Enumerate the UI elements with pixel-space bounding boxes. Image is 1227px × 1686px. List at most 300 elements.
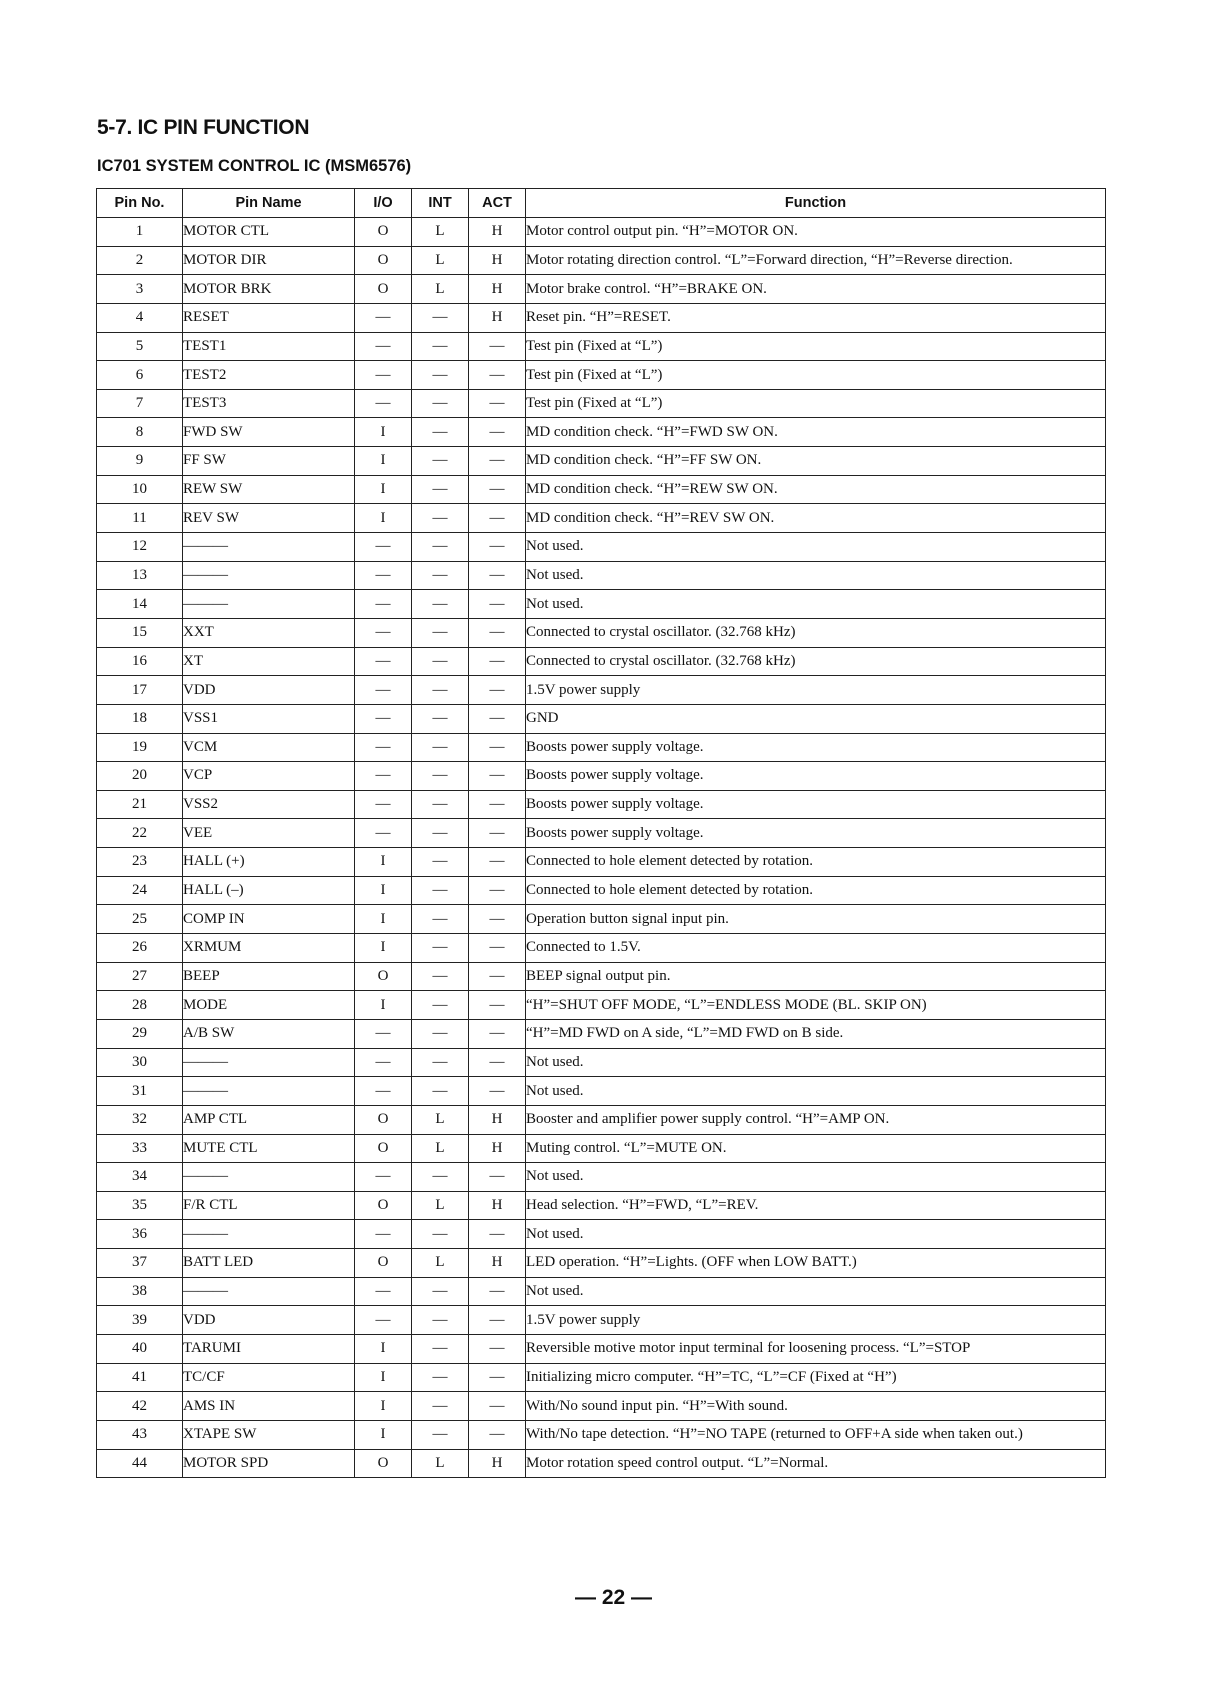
- io-cell: I: [355, 876, 412, 905]
- act-cell: —: [469, 1334, 526, 1363]
- int-cell: L: [412, 246, 469, 275]
- act-cell: —: [469, 1392, 526, 1421]
- pin-number-cell: 31: [97, 1077, 183, 1106]
- int-cell: —: [412, 1334, 469, 1363]
- function-cell: Connected to crystal oscillator. (32.768 kHz): [526, 618, 1106, 647]
- pin-number-cell: 16: [97, 647, 183, 676]
- table-row: [97, 475, 1106, 504]
- io-cell: —: [355, 1306, 412, 1335]
- act-cell: —: [469, 1220, 526, 1249]
- function-cell: BEEP signal output pin.: [526, 962, 1106, 991]
- function-cell: Test pin (Fixed at “L”): [526, 332, 1106, 361]
- table-row: [97, 1277, 1106, 1306]
- io-cell: —: [355, 561, 412, 590]
- pin-name-cell: TARUMI: [183, 1334, 355, 1363]
- table-row: [97, 819, 1106, 848]
- pin-number-cell: 18: [97, 704, 183, 733]
- pin-name-cell: XXT: [183, 618, 355, 647]
- act-cell: H: [469, 1105, 526, 1134]
- table-row: [97, 1449, 1106, 1478]
- pin-name-cell: HALL (–): [183, 876, 355, 905]
- int-cell: —: [412, 790, 469, 819]
- act-cell: —: [469, 876, 526, 905]
- table-row: [97, 561, 1106, 590]
- pin-name-cell: ———: [183, 561, 355, 590]
- col-header-act: ACT: [469, 189, 526, 218]
- int-cell: L: [412, 1134, 469, 1163]
- pin-name-cell: ———: [183, 1277, 355, 1306]
- pin-number-cell: 28: [97, 991, 183, 1020]
- io-cell: —: [355, 1019, 412, 1048]
- pin-number-cell: 43: [97, 1420, 183, 1449]
- act-cell: —: [469, 618, 526, 647]
- pin-number-cell: 19: [97, 733, 183, 762]
- io-cell: —: [355, 819, 412, 848]
- table-row: [97, 1048, 1106, 1077]
- function-cell: Booster and amplifier power supply control. “H”=AMP ON.: [526, 1105, 1106, 1134]
- act-cell: —: [469, 905, 526, 934]
- io-cell: I: [355, 1392, 412, 1421]
- table-row: [97, 1019, 1106, 1048]
- function-cell: Head selection. “H”=FWD, “L”=REV.: [526, 1191, 1106, 1220]
- int-cell: —: [412, 876, 469, 905]
- table-row: [97, 1363, 1106, 1392]
- pin-number-cell: 17: [97, 676, 183, 705]
- io-cell: —: [355, 790, 412, 819]
- pin-number-cell: 24: [97, 876, 183, 905]
- pin-number-cell: 29: [97, 1019, 183, 1048]
- pin-name-cell: TEST2: [183, 361, 355, 390]
- pin-number-cell: 14: [97, 590, 183, 619]
- pin-name-cell: REV SW: [183, 504, 355, 533]
- act-cell: H: [469, 1134, 526, 1163]
- pin-name-cell: BEEP: [183, 962, 355, 991]
- io-cell: —: [355, 389, 412, 418]
- io-cell: O: [355, 246, 412, 275]
- table-row: [97, 275, 1106, 304]
- pin-number-cell: 25: [97, 905, 183, 934]
- function-cell: Reversible motive motor input terminal for loosening process. “L”=STOP: [526, 1334, 1106, 1363]
- act-cell: —: [469, 733, 526, 762]
- int-cell: —: [412, 676, 469, 705]
- table-row: [97, 647, 1106, 676]
- function-cell: GND: [526, 704, 1106, 733]
- table-row: [97, 618, 1106, 647]
- act-cell: —: [469, 676, 526, 705]
- int-cell: —: [412, 1363, 469, 1392]
- table-row: [97, 1334, 1106, 1363]
- io-cell: —: [355, 1077, 412, 1106]
- act-cell: —: [469, 361, 526, 390]
- int-cell: —: [412, 504, 469, 533]
- pin-number-cell: 10: [97, 475, 183, 504]
- pin-number-cell: 21: [97, 790, 183, 819]
- function-cell: Muting control. “L”=MUTE ON.: [526, 1134, 1106, 1163]
- pin-number-cell: 12: [97, 533, 183, 562]
- act-cell: H: [469, 1191, 526, 1220]
- act-cell: H: [469, 218, 526, 247]
- table-row: [97, 1134, 1106, 1163]
- pin-number-cell: 44: [97, 1449, 183, 1478]
- io-cell: —: [355, 733, 412, 762]
- pin-rows: [97, 218, 1106, 1478]
- function-cell: Boosts power supply voltage.: [526, 819, 1106, 848]
- table-row: [97, 361, 1106, 390]
- function-cell: Not used.: [526, 1077, 1106, 1106]
- pin-number-cell: 39: [97, 1306, 183, 1335]
- pin-name-cell: F/R CTL: [183, 1191, 355, 1220]
- function-cell: MD condition check. “H”=FF SW ON.: [526, 447, 1106, 476]
- io-cell: —: [355, 676, 412, 705]
- int-cell: —: [412, 848, 469, 877]
- pin-name-cell: VEE: [183, 819, 355, 848]
- pin-number-cell: 11: [97, 504, 183, 533]
- io-cell: —: [355, 647, 412, 676]
- function-cell: Not used.: [526, 1277, 1106, 1306]
- function-cell: “H”=MD FWD on A side, “L”=MD FWD on B side.: [526, 1019, 1106, 1048]
- pin-number-cell: 3: [97, 275, 183, 304]
- pin-number-cell: 35: [97, 1191, 183, 1220]
- io-cell: O: [355, 1134, 412, 1163]
- function-cell: Boosts power supply voltage.: [526, 762, 1106, 791]
- io-cell: I: [355, 1420, 412, 1449]
- pin-number-cell: 6: [97, 361, 183, 390]
- int-cell: —: [412, 1019, 469, 1048]
- function-cell: Reset pin. “H”=RESET.: [526, 303, 1106, 332]
- function-cell: MD condition check. “H”=FWD SW ON.: [526, 418, 1106, 447]
- int-cell: —: [412, 733, 469, 762]
- table-row: [97, 1191, 1106, 1220]
- pin-name-cell: MOTOR BRK: [183, 275, 355, 304]
- io-cell: O: [355, 275, 412, 304]
- pin-name-cell: ———: [183, 590, 355, 619]
- act-cell: —: [469, 1048, 526, 1077]
- io-cell: O: [355, 1105, 412, 1134]
- int-cell: —: [412, 418, 469, 447]
- pin-name-cell: MUTE CTL: [183, 1134, 355, 1163]
- table-row: [97, 590, 1106, 619]
- page-number: — 22 —: [574, 1586, 653, 1609]
- pin-number-cell: 27: [97, 962, 183, 991]
- pin-number-cell: 1: [97, 218, 183, 247]
- int-cell: L: [412, 1249, 469, 1278]
- function-cell: LED operation. “H”=Lights. (OFF when LOW BATT.): [526, 1249, 1106, 1278]
- pin-name-cell: FF SW: [183, 447, 355, 476]
- pin-name-cell: MODE: [183, 991, 355, 1020]
- io-cell: —: [355, 590, 412, 619]
- col-header-pin-no: Pin No.: [97, 189, 183, 218]
- act-cell: —: [469, 819, 526, 848]
- io-cell: I: [355, 934, 412, 963]
- int-cell: —: [412, 1048, 469, 1077]
- act-cell: —: [469, 475, 526, 504]
- pin-name-cell: AMS IN: [183, 1392, 355, 1421]
- pin-number-cell: 7: [97, 389, 183, 418]
- table-row: [97, 389, 1106, 418]
- col-header-int: INT: [412, 189, 469, 218]
- pin-number-cell: 40: [97, 1334, 183, 1363]
- act-cell: —: [469, 447, 526, 476]
- int-cell: —: [412, 618, 469, 647]
- pin-name-cell: VCP: [183, 762, 355, 791]
- function-cell: 1.5V power supply: [526, 1306, 1106, 1335]
- act-cell: —: [469, 533, 526, 562]
- pin-name-cell: MOTOR CTL: [183, 218, 355, 247]
- io-cell: —: [355, 303, 412, 332]
- int-cell: —: [412, 1420, 469, 1449]
- table-row: [97, 676, 1106, 705]
- table-row: [97, 1077, 1106, 1106]
- col-header-io: I/O: [355, 189, 412, 218]
- pin-name-cell: AMP CTL: [183, 1105, 355, 1134]
- table-row: [97, 991, 1106, 1020]
- pin-number-cell: 8: [97, 418, 183, 447]
- io-cell: I: [355, 905, 412, 934]
- function-cell: Motor brake control. “H”=BRAKE ON.: [526, 275, 1106, 304]
- function-cell: Test pin (Fixed at “L”): [526, 361, 1106, 390]
- act-cell: —: [469, 332, 526, 361]
- int-cell: L: [412, 1449, 469, 1478]
- pin-number-cell: 32: [97, 1105, 183, 1134]
- int-cell: —: [412, 704, 469, 733]
- pin-name-cell: XTAPE SW: [183, 1420, 355, 1449]
- pin-number-cell: 37: [97, 1249, 183, 1278]
- table-header-row: [97, 189, 1106, 218]
- pin-number-cell: 2: [97, 246, 183, 275]
- pin-name-cell: HALL (+): [183, 848, 355, 877]
- function-cell: Not used.: [526, 1048, 1106, 1077]
- act-cell: H: [469, 303, 526, 332]
- col-header-pin-name: Pin Name: [183, 189, 355, 218]
- io-cell: I: [355, 475, 412, 504]
- function-cell: Connected to hole element detected by rotation.: [526, 876, 1106, 905]
- act-cell: —: [469, 991, 526, 1020]
- int-cell: —: [412, 1163, 469, 1192]
- pin-name-cell: XRMUM: [183, 934, 355, 963]
- io-cell: I: [355, 418, 412, 447]
- io-cell: —: [355, 618, 412, 647]
- function-cell: Not used.: [526, 590, 1106, 619]
- pin-name-cell: XT: [183, 647, 355, 676]
- int-cell: —: [412, 762, 469, 791]
- io-cell: O: [355, 1449, 412, 1478]
- pin-name-cell: VSS1: [183, 704, 355, 733]
- io-cell: I: [355, 447, 412, 476]
- io-cell: O: [355, 1191, 412, 1220]
- pin-number-cell: 30: [97, 1048, 183, 1077]
- int-cell: —: [412, 991, 469, 1020]
- int-cell: L: [412, 1191, 469, 1220]
- function-cell: Not used.: [526, 561, 1106, 590]
- function-cell: Boosts power supply voltage.: [526, 733, 1106, 762]
- table-row: [97, 934, 1106, 963]
- io-cell: —: [355, 1277, 412, 1306]
- table-row: [97, 1392, 1106, 1421]
- table-row: [97, 1420, 1106, 1449]
- pin-number-cell: 38: [97, 1277, 183, 1306]
- pin-name-cell: ———: [183, 1220, 355, 1249]
- io-cell: —: [355, 1163, 412, 1192]
- function-cell: Boosts power supply voltage.: [526, 790, 1106, 819]
- table-row: [97, 1306, 1106, 1335]
- act-cell: —: [469, 389, 526, 418]
- table-row: [97, 790, 1106, 819]
- int-cell: L: [412, 1105, 469, 1134]
- pin-number-cell: 34: [97, 1163, 183, 1192]
- act-cell: —: [469, 762, 526, 791]
- act-cell: —: [469, 1420, 526, 1449]
- act-cell: —: [469, 561, 526, 590]
- pin-name-cell: VSS2: [183, 790, 355, 819]
- pin-name-cell: RESET: [183, 303, 355, 332]
- pin-number-cell: 22: [97, 819, 183, 848]
- io-cell: I: [355, 1334, 412, 1363]
- section-title: 5-7. IC PIN FUNCTION: [97, 116, 310, 139]
- function-cell: With/No sound input pin. “H”=With sound.: [526, 1392, 1106, 1421]
- int-cell: L: [412, 218, 469, 247]
- function-cell: Not used.: [526, 533, 1106, 562]
- int-cell: —: [412, 1077, 469, 1106]
- pin-name-cell: REW SW: [183, 475, 355, 504]
- act-cell: H: [469, 275, 526, 304]
- function-cell: Motor rotation speed control output. “L”=Normal.: [526, 1449, 1106, 1478]
- table-row: [97, 876, 1106, 905]
- act-cell: —: [469, 962, 526, 991]
- io-cell: —: [355, 1220, 412, 1249]
- int-cell: —: [412, 303, 469, 332]
- int-cell: —: [412, 1306, 469, 1335]
- table-row: [97, 762, 1106, 791]
- pin-number-cell: 33: [97, 1134, 183, 1163]
- act-cell: —: [469, 1363, 526, 1392]
- table-row: [97, 218, 1106, 247]
- table-row: [97, 447, 1106, 476]
- function-cell: With/No tape detection. “H”=NO TAPE (returned to OFF+A side when taken out.): [526, 1420, 1106, 1449]
- act-cell: —: [469, 1277, 526, 1306]
- act-cell: H: [469, 1449, 526, 1478]
- table-row: [97, 848, 1106, 877]
- pin-number-cell: 9: [97, 447, 183, 476]
- pin-name-cell: A/B SW: [183, 1019, 355, 1048]
- table-row: [97, 1220, 1106, 1249]
- pin-name-cell: ———: [183, 1163, 355, 1192]
- pin-name-cell: ———: [183, 533, 355, 562]
- act-cell: —: [469, 647, 526, 676]
- ic-subtitle: IC701 SYSTEM CONTROL IC (MSM6576): [97, 157, 412, 175]
- function-cell: Connected to 1.5V.: [526, 934, 1106, 963]
- pin-name-cell: VDD: [183, 1306, 355, 1335]
- pin-name-cell: VDD: [183, 676, 355, 705]
- io-cell: —: [355, 533, 412, 562]
- int-cell: —: [412, 533, 469, 562]
- int-cell: —: [412, 1392, 469, 1421]
- int-cell: —: [412, 361, 469, 390]
- act-cell: —: [469, 1306, 526, 1335]
- table-row: [97, 504, 1106, 533]
- pin-name-cell: ———: [183, 1077, 355, 1106]
- act-cell: —: [469, 1077, 526, 1106]
- pin-number-cell: 13: [97, 561, 183, 590]
- io-cell: —: [355, 704, 412, 733]
- pin-number-cell: 4: [97, 303, 183, 332]
- pin-name-cell: FWD SW: [183, 418, 355, 447]
- table-row: [97, 1163, 1106, 1192]
- int-cell: —: [412, 647, 469, 676]
- pin-number-cell: 15: [97, 618, 183, 647]
- pin-number-cell: 26: [97, 934, 183, 963]
- pin-number-cell: 41: [97, 1363, 183, 1392]
- int-cell: —: [412, 590, 469, 619]
- int-cell: —: [412, 389, 469, 418]
- function-cell: Connected to hole element detected by rotation.: [526, 848, 1106, 877]
- function-cell: Initializing micro computer. “H”=TC, “L”=CF (Fixed at “H”): [526, 1363, 1106, 1392]
- pin-name-cell: VCM: [183, 733, 355, 762]
- io-cell: —: [355, 332, 412, 361]
- table-row: [97, 905, 1106, 934]
- table-row: [97, 1105, 1106, 1134]
- function-cell: Test pin (Fixed at “L”): [526, 389, 1106, 418]
- pin-number-cell: 5: [97, 332, 183, 361]
- table-row: [97, 533, 1106, 562]
- pin-function-table: [96, 188, 1106, 1478]
- pin-name-cell: BATT LED: [183, 1249, 355, 1278]
- function-cell: Motor rotating direction control. “L”=Forward direction, “H”=Reverse direction.: [526, 246, 1106, 275]
- act-cell: —: [469, 504, 526, 533]
- table-row: [97, 303, 1106, 332]
- int-cell: —: [412, 561, 469, 590]
- act-cell: H: [469, 1249, 526, 1278]
- col-header-function: Function: [526, 189, 1106, 218]
- io-cell: I: [355, 848, 412, 877]
- io-cell: —: [355, 762, 412, 791]
- pin-number-cell: 23: [97, 848, 183, 877]
- io-cell: O: [355, 962, 412, 991]
- table-row: [97, 332, 1106, 361]
- pin-name-cell: TEST3: [183, 389, 355, 418]
- table-row: [97, 418, 1106, 447]
- int-cell: —: [412, 447, 469, 476]
- act-cell: —: [469, 848, 526, 877]
- pin-name-cell: ———: [183, 1048, 355, 1077]
- io-cell: I: [355, 1363, 412, 1392]
- int-cell: —: [412, 962, 469, 991]
- act-cell: —: [469, 704, 526, 733]
- pin-name-cell: COMP IN: [183, 905, 355, 934]
- io-cell: I: [355, 504, 412, 533]
- io-cell: —: [355, 1048, 412, 1077]
- io-cell: —: [355, 361, 412, 390]
- function-cell: MD condition check. “H”=REW SW ON.: [526, 475, 1106, 504]
- pin-number-cell: 42: [97, 1392, 183, 1421]
- act-cell: —: [469, 1019, 526, 1048]
- function-cell: “H”=SHUT OFF MODE, “L”=ENDLESS MODE (BL. SKIP ON): [526, 991, 1106, 1020]
- int-cell: —: [412, 934, 469, 963]
- io-cell: O: [355, 1249, 412, 1278]
- function-cell: Not used.: [526, 1220, 1106, 1249]
- act-cell: —: [469, 590, 526, 619]
- function-cell: Connected to crystal oscillator. (32.768 kHz): [526, 647, 1106, 676]
- io-cell: I: [355, 991, 412, 1020]
- int-cell: —: [412, 819, 469, 848]
- pin-number-cell: 36: [97, 1220, 183, 1249]
- pin-number-cell: 20: [97, 762, 183, 791]
- table-row: [97, 704, 1106, 733]
- pin-name-cell: MOTOR DIR: [183, 246, 355, 275]
- pin-name-cell: TC/CF: [183, 1363, 355, 1392]
- act-cell: —: [469, 934, 526, 963]
- int-cell: —: [412, 905, 469, 934]
- act-cell: —: [469, 790, 526, 819]
